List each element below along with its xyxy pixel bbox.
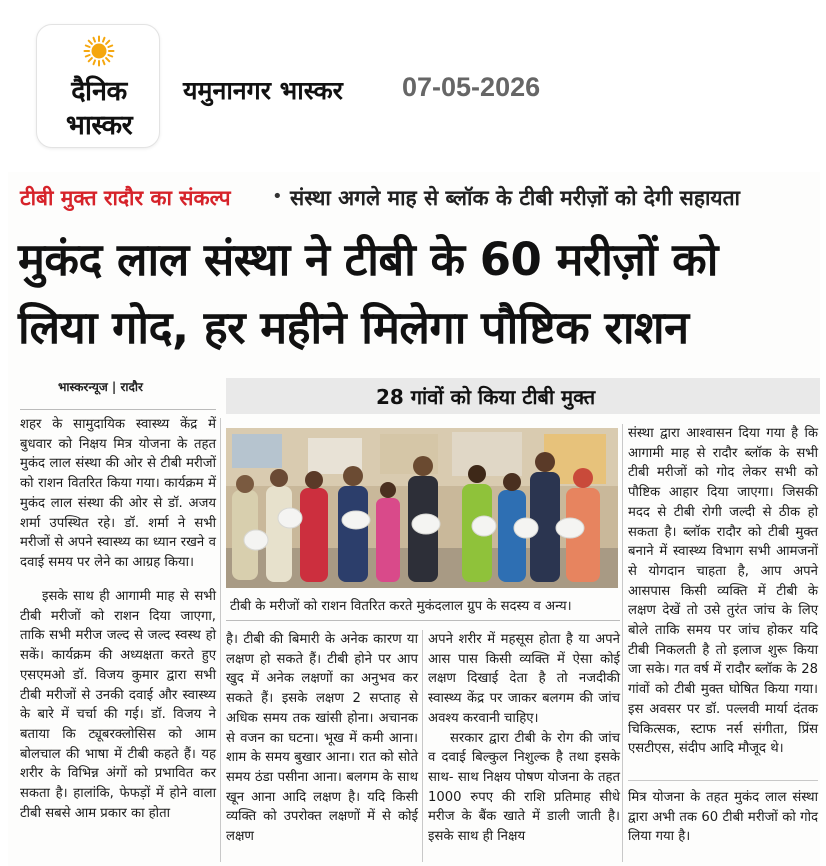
column-divider	[622, 424, 623, 862]
column-1-para-1	[20, 415, 216, 573]
body-paragraph: अपने शरीर में महसूस होता है या अपने आस पास किसी व्यक्ति में ऐसा कोई लक्षण दिखाई देता है तो नजदीकी स्वास्थ्य केंद्र पर जाकर बलगम की जांच अवश्य करवानी चाहिए।	[428, 632, 620, 726]
column-1-para-2	[20, 587, 216, 823]
column-divider	[220, 418, 221, 862]
column-3	[428, 630, 620, 847]
column-4	[628, 424, 818, 759]
brand-logo[interactable]	[36, 24, 160, 148]
kicker-bullet: •	[272, 186, 283, 207]
section-divider	[628, 780, 818, 781]
byline: भास्करन्यूज | रादौर	[58, 380, 143, 394]
body-paragraph: मित्र योजना के तहत मुकंद लाल संस्था द्वारा अभी तक 60 टीबी मरीजों को गोद लिया गया है।	[628, 790, 818, 845]
logo-text-line1: दैनिक	[71, 76, 127, 107]
column-4-bottom	[628, 788, 818, 847]
body-paragraph: सरकार द्वारा टीबी के रोग की जांच व दवाई बिल्कुल निशुल्क है तथा इसके साथ- साथ निक्षय पोषण योजना के तहत 1000 रुपए की राशि प्रतिमाह सीधे मरीज के बैंक खाते में डाली जाती है। इसके साथ ही निक्षय	[428, 730, 620, 845]
headline-line1: मुकंद लाल संस्था ने टीबी के 60 मरीज़ों को	[18, 233, 718, 286]
column-2	[226, 630, 418, 847]
edition-title: यमुनानगर भास्कर	[183, 76, 343, 105]
kicker-red: टीबी मुक्त रादौर का संकल्प	[20, 186, 231, 210]
section-label: 28 गांवों को किया टीबी मुक्त	[376, 385, 596, 409]
caption-rule	[226, 620, 620, 621]
body-paragraph: शहर के सामुदायिक स्वास्थ्य केंद्र में बुधवार को निक्षय मित्र योजना के तहत मुकंद लाल संस्था की ओर से टीबी मरीजों को राशन वितरित किया गया। कार्यक्रम में मुकंद लाल संस्था की ओर से डॉ. अजय शर्मा उपस्थित रहे। डॉ. शर्मा ने सभी मरीजों से अपने स्वास्थ्य का ध्यान रखने व दवाई समय पर लेने का आग्रह किया।	[20, 417, 216, 570]
sun-icon	[83, 35, 115, 67]
body-paragraph: संस्था द्वारा आश्वासन दिया गया है कि आगामी माह से रादौर ब्लॉक के सभी टीबी मरीजों को गोद लेकर सभी को पौष्टिक आहार दिया जाएगा। जिसकी मदद से टीबी रोगी जल्दी से ठीक हो सकता है। ब्लॉक रादौर को टीबी मुक्त बनाने में स्वास्थ्य विभाग सभी आमजनों से योगदान चाहता है, आप अपने आसपास किसी व्यक्ति में टीबी के लक्षण देखें तो उसे तुरंत जांच के लिए बोले ताकि समय पर जांच होकर यदि टीबी निकलती है तो इलाज शुरू किया जा सके। गत वर्ष में रादौर ब्लॉक के 28 गांवों को टीबी मुक्त घोषित किया गया। इस अवसर पर डॉ. पल्लवी मार्या दंतक चिकित्सक, स्टाफ नर्स संगीता, प्रिंस एसटीएस, संदीप आदि मौजूद थे।	[628, 426, 818, 757]
headline-line2: लिया गोद, हर महीने मिलेगा पौष्टिक राशन	[18, 301, 689, 354]
byline-rule	[20, 409, 216, 410]
column-divider	[422, 630, 423, 862]
photo-caption: टीबी के मरीजों को राशन वितरित करते मुकंदलाल ग्रुप के सदस्य व अन्य।	[230, 599, 572, 614]
news-clipping	[8, 172, 820, 866]
body-paragraph: है। टीबी की बिमारी के अनेक कारण या लक्षण हो सकते हैं। टीबी होने पर आप खुद में अनेक लक्षणों का अनुभव कर सकते हैं। इसके लक्षण 2 सप्ताह से अधिक समय तक खांसी होना। अचानक से वजन का घटना। भूख में कमी आना। शाम के समय बुखार आना। रात को सोते समय ठंडा पसीना आना। बलगम के साथ खून आना आदि लक्षण है। यदि किसी व्यक्ति को उपरोक्त लक्षणों में से कोई लक्षण	[226, 632, 418, 845]
edition-date: 07-05-2026	[402, 72, 541, 102]
logo-text-line2: भास्कर	[65, 110, 133, 141]
kicker-subtitle: संस्था अगले माह से ब्लॉक के टीबी मरीज़ों को देगी सहायता	[290, 186, 740, 210]
article-photo	[226, 428, 618, 588]
body-paragraph: इसके साथ ही आगामी माह से सभी टीबी मरीजों को राशन दिया जाएगा, ताकि सभी मरीज जल्द से जल्द स्वस्थ हो सकें। कार्यक्रम की अध्यक्षता करते हुए एसएमओ डॉ. विजय कुमार द्वारा सभी टीबी मरीजों से उनकी दवाई और स्वास्थ्य के बारे में चर्चा की गई। डॉ. विजय ने बताया कि ट्यूबरक्लोसिस को आम बोलचाल की भाषा में टीबी कहते हैं। यह शरीर के विभिन्न अंगों को प्रभावित कर सकता है। हालांकि, फेफड़ों में होने वाला टीबी सबसे आम प्रकार का होता	[20, 589, 216, 821]
